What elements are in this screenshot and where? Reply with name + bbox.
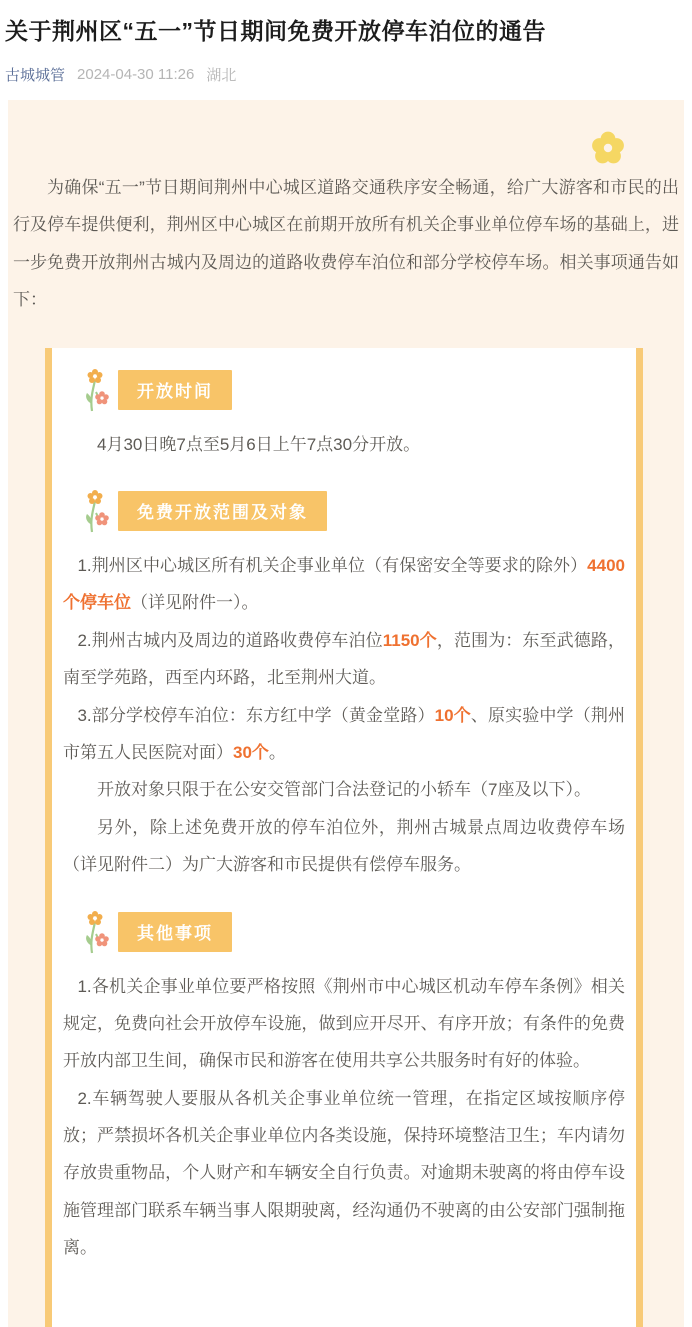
text-segment: 。	[268, 742, 286, 762]
byline	[5, 64, 686, 85]
publish-date: 2024-04-30 11:26	[77, 66, 195, 84]
article-content	[8, 100, 684, 1327]
paragraph	[63, 968, 625, 1080]
publish-region: 湖北	[206, 67, 237, 85]
text-segment: 1.荆州区中心城区所有机关企事业单位（有保密安全等要求的除外）	[77, 556, 588, 575]
section-header-scope	[83, 489, 625, 533]
flower-icon	[590, 130, 626, 168]
section-header-other	[83, 910, 625, 954]
paragraph	[63, 1080, 625, 1267]
notice-card	[45, 348, 643, 1327]
section-badge-scope: 免费开放范围及对象	[118, 491, 327, 531]
text-segment: 2.车辆驾驶人要服从各机关企事业单位统一管理，在指定区域按顺序停放；严禁损坏各机关企事业单位内各类设施，保持环境整洁卫生；车内请勿存放贵重物品，个人财产和车辆安全自行负责。对逾期未驶离的将由停车设施管理部门联系车辆当事人限期驶离，经沟通仍不驶离的由公安部门强制拖离。	[63, 1088, 625, 1258]
paragraph	[63, 809, 625, 884]
highlight-count: 1150个	[382, 630, 437, 650]
text-segment: ，范围为：东至武德路，南至学苑路，西至内环路，北至荆州大道。	[63, 630, 626, 688]
section-badge-open-time: 开放时间	[118, 370, 232, 410]
text-segment: （详见附件一）。	[131, 593, 259, 613]
text-segment: 3.部分学校停车泊位：东方红中学（黄金堂路）	[77, 705, 435, 725]
flower-bouquet-icon	[83, 489, 109, 533]
flower-bouquet-icon	[83, 910, 109, 954]
flower-bouquet-icon	[83, 368, 109, 412]
section-header-open-time	[83, 368, 625, 412]
text-segment: 2.荆州古城内及周边的道路收费停车泊位	[77, 630, 383, 650]
author-link[interactable]: 古城城管	[5, 67, 66, 85]
paragraph	[63, 771, 625, 808]
highlight-count: 30个	[233, 742, 269, 762]
highlight-count: 10个	[434, 705, 471, 725]
article-header	[0, 0, 692, 85]
text-segment: 另外，除上述免费开放的停车泊位外，荆州古城景点周边收费停车场（详见附件二）为广大游客和市民提供有偿停车服务。	[63, 817, 625, 875]
paragraph	[63, 547, 625, 622]
text-segment: 开放对象只限于在公安交管部门合法登记的小轿车（7座及以下）。	[97, 780, 591, 800]
page-title: 关于荆州区“五一”节日期间免费开放停车泊位的通告	[5, 18, 546, 44]
highlight-count: 4400个停车位	[63, 556, 625, 613]
paragraph	[63, 697, 625, 772]
text-segment: 4月30日晚7点至5月6日上午7点30分开放。	[97, 434, 421, 454]
intro-paragraph: 为确保“五一”节日期间荆州中心城区道路交通秩序安全畅通，给广大游客和市民的出行及停车提供便利，荆州区中心城区在前期开放所有机关企事业单位停车场的基础上，进一步免费开放荆州古城内及周边的道路收费停车泊位和部分学校停车场。相关事项通告如下：	[13, 178, 679, 310]
text-segment: 、原实验中学（荆州市第五人民医院对面）	[63, 705, 625, 762]
paragraph	[63, 622, 625, 697]
text-segment: 1.各机关企事业单位要严格按照《荆州市中心城区机动车停车条例》相关规定，免费向社会开放停车设施，做到应开尽开、有序开放；有条件的免费开放内部卫生间，确保市民和游客在使用共享公共服务时有好的体验。	[63, 976, 625, 1071]
section-badge-other: 其他事项	[118, 912, 232, 952]
paragraph	[63, 426, 625, 463]
